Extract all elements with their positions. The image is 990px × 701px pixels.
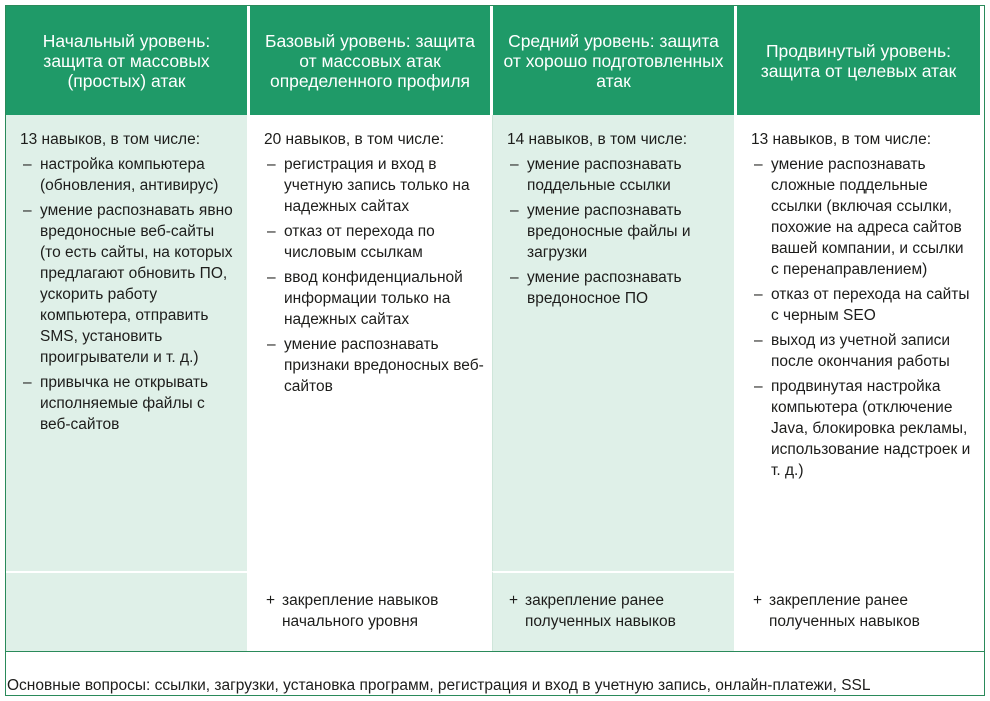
footer-basic: [250, 571, 493, 651]
skills-count: 13 навыков, в том числе:: [751, 131, 932, 148]
skills-count: 14 навыков, в том числе:: [507, 131, 688, 148]
skills-list: [507, 154, 726, 309]
list-item: – умение распознавать явно вредоносные веб-сайты (то есть сайты, на которых предлагают обновить ПО, ускорить работу компьютера, отправить SMS, установить проигрыватели и т. д.): [20, 200, 239, 368]
list-item: – ввод конфиденциальной информации только на надежных сайтах: [264, 267, 484, 330]
skills-count: 13 навыков, в том числе:: [20, 131, 201, 148]
list-item: – отказ от перехода по числовым ссылкам: [264, 221, 484, 263]
list-item: – умение распознавать признаки вредоносных веб-сайтов: [264, 334, 484, 397]
bottom-note: Основные вопросы: ссылки, загрузки, установка программ, регистрация и вход в учетную запись, онлайн-платежи, SSL: [6, 651, 984, 696]
list-item: – привычка не открывать исполняемые файлы с веб-сайтов: [20, 372, 239, 435]
body-advanced: [737, 115, 983, 571]
body-beginner: [6, 115, 250, 571]
footer-text: + закрепление ранее полученных навыков: [753, 590, 975, 632]
skills-table: [5, 5, 985, 696]
list-item: – умение распознавать вредоносные файлы и загрузки: [507, 200, 726, 263]
footer-text: + закрепление навыков начального уровня: [266, 590, 484, 632]
table-grid: [6, 6, 984, 651]
footer-beginner: [6, 571, 250, 651]
header-advanced: Продвинутый уровень: защита от целевых атак: [737, 6, 983, 115]
skills-list: [751, 154, 975, 481]
footer-text: + закрепление ранее полученных навыков: [509, 590, 726, 632]
list-item: – настройка компьютера (обновления, антивирус): [20, 154, 239, 196]
list-item: – продвинутая настройка компьютера (отключение Java, блокировка рекламы, использование надстроек и т. д.): [751, 376, 975, 481]
header-basic: Базовый уровень: защита от массовых атак определенного профиля: [250, 6, 493, 115]
footer-intermediate: [493, 571, 737, 651]
skills-count: 20 навыков, в том числе:: [264, 131, 445, 148]
header-beginner: Начальный уровень: защита от массовых (простых) атак: [6, 6, 250, 115]
body-basic: [250, 115, 493, 571]
body-intermediate: [493, 115, 737, 571]
skills-list: [20, 154, 239, 435]
list-item: – регистрация и вход в учетную запись только на надежных сайтах: [264, 154, 484, 217]
footer-advanced: [737, 571, 983, 651]
list-item: – умение распознавать вредоносное ПО: [507, 267, 726, 309]
header-intermediate: Средний уровень: защита от хорошо подготовленных атак: [493, 6, 737, 115]
list-item: – выход из учетной записи после окончания работы: [751, 330, 975, 372]
list-item: – отказ от перехода на сайты с черным SEO: [751, 284, 975, 326]
skills-list: [264, 154, 484, 397]
list-item: – умение распознавать поддельные ссылки: [507, 154, 726, 196]
list-item: – умение распознавать сложные поддельные ссылки (включая ссылки, похожие на адреса сайтов вашей компании, и ссылки с перенаправлением): [751, 154, 975, 280]
